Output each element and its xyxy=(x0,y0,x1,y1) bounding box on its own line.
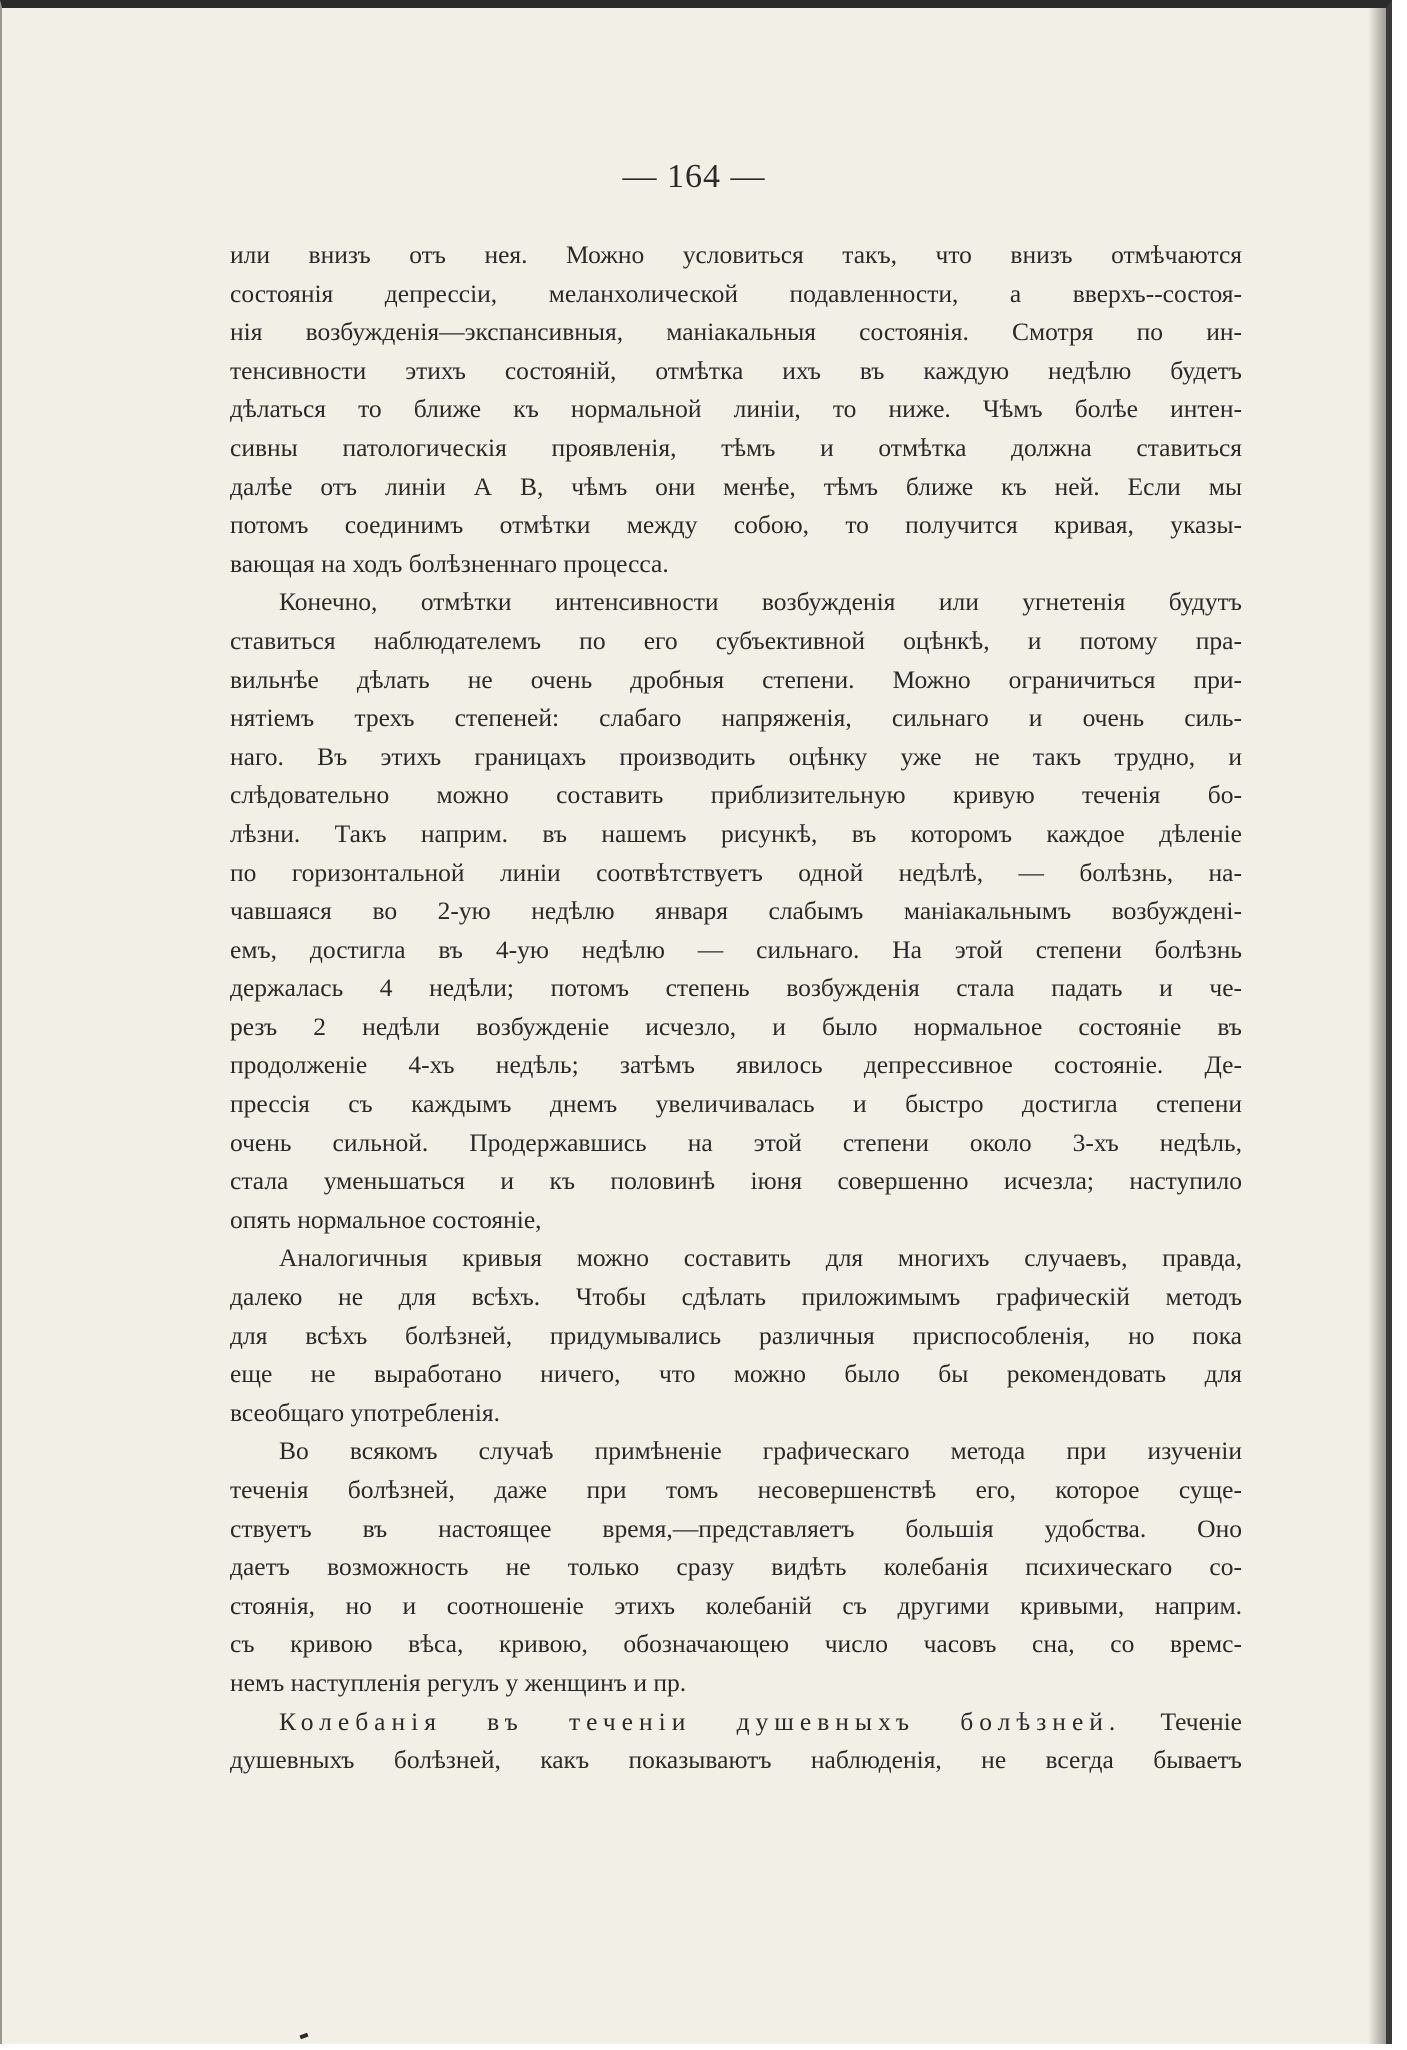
text-line: нія возбужденія—экспансивныя, маніакальныя состоянія. Смотря по ин- xyxy=(230,317,1242,347)
text-line: теченія болѣзней, даже при томъ несовершенствѣ его, которое суще- xyxy=(230,1475,1242,1504)
text-line: наго. Въ этихъ границахъ производить оцѣнку уже не такъ трудно, и xyxy=(230,741,1242,771)
text-line: всеобщаго употребленія. xyxy=(230,1397,501,1427)
text-line: резъ 2 недѣли возбужденіе исчезло, и было нормальное состояніе въ xyxy=(230,1011,1242,1041)
text-run: Теченіе xyxy=(1160,1706,1242,1736)
text-line: для всѣхъ болѣзней, придумывались различныя приспособленія, но пока xyxy=(230,1320,1242,1350)
text-line: Конечно, отмѣтки интенсивности возбужденія или угнетенія будутъ xyxy=(279,587,1242,617)
text-line: чавшаяся во 2-ую недѣлю января слабымъ маніакальнымъ возбужденi- xyxy=(230,896,1242,926)
text-line: далеко не для всѣхъ. Чтобы сдѣлать приложимымъ графическій методъ xyxy=(230,1282,1242,1312)
text-line: емъ, достигла въ 4-ую недѣлю — сильнаго. На этой степени болѣзнь xyxy=(230,934,1242,964)
section-start-line xyxy=(230,1703,1242,1742)
text-line: или внизъ отъ нея. Можно условиться такъ, что внизъ отмѣчаются xyxy=(230,240,1242,269)
page-edge-shadow xyxy=(1368,8,1386,2044)
text-line: нятіемъ трехъ степеней: слабаго напряженія, сильнаго и очень силь- xyxy=(230,703,1242,733)
text-line: далѣе отъ линіи А В, чѣмъ они менѣе, тѣмъ ближе къ ней. Если мы xyxy=(230,471,1242,501)
text-line: опять нормальное состояніе, xyxy=(230,1204,542,1234)
text-line: даетъ возможность не только сразу видѣть колебанія психическаго со- xyxy=(230,1552,1242,1582)
text-line: потомъ соединимъ отмѣтки между собою, то получится кривая, указы- xyxy=(230,510,1242,540)
text-line: стоянія, но и соотношеніе этихъ колебаній съ другими кривыми, наприм. xyxy=(230,1590,1242,1620)
page-number: — 164 — xyxy=(622,158,766,195)
text-line: ставиться наблюдателемъ по его субъективной оцѣнкѣ, и потому пра- xyxy=(230,625,1242,655)
text-line: по горизонтальной линіи соотвѣтствуетъ одной недѣлѣ, — болѣзнь, на- xyxy=(230,857,1242,887)
text-line: сивны патологическія проявленія, тѣмъ и отмѣтка должна ставиться xyxy=(230,432,1242,462)
text-line: Аналогичныя кривыя можно составить для многихъ случаевъ, правда, xyxy=(279,1243,1242,1273)
text-line: очень сильной. Продержавшись на этой степени около 3-хъ недѣль, xyxy=(230,1127,1242,1157)
text-line: прессія съ каждымъ днемъ увеличивалась и быстро достигла степени xyxy=(230,1089,1242,1119)
text-line: Во всякомъ случаѣ примѣненіе графическаго метода при изученіи xyxy=(279,1436,1242,1466)
text-line: держалась 4 недѣли; потомъ степень возбужденія стала падать и че- xyxy=(230,973,1242,1003)
text-line: лѣзни. Такъ наприм. въ нашемъ рисункѣ, въ которомъ каждое дѣленіе xyxy=(230,818,1242,848)
body-text xyxy=(230,236,1242,1780)
text-line: слѣдовательно можно составить приблизительную кривую теченія бо- xyxy=(230,780,1242,810)
text-line: дѣлаться то ближе къ нормальной линіи, то ниже. Чѣмъ болѣе интен- xyxy=(230,394,1242,424)
text-line: вающая на ходъ болѣзненнаго процесса. xyxy=(230,548,669,578)
text-line: стала уменьшаться и къ половинѣ іюня совершенно исчезла; наступило xyxy=(230,1166,1242,1196)
text-line: немъ наступленія регулъ у женщинъ и пр. xyxy=(230,1667,687,1697)
text-line: ствуетъ въ настоящее время,—представляетъ большія удобства. Оно xyxy=(230,1513,1242,1543)
text-line: душевныхъ болѣзней, какъ показываютъ наблюденія, не всегда бываетъ xyxy=(230,1745,1242,1775)
text-line: еще не выработано ничего, что можно было бы рекомендовать для xyxy=(230,1359,1242,1389)
text-line: продолженіе 4-хъ недѣль; затѣмъ явилось депрессивное состояніе. Де- xyxy=(230,1050,1242,1080)
ink-mark xyxy=(300,2033,309,2039)
text-line: состоянія депрессіи, меланхолической подавленности, а вверхъ--состоя- xyxy=(230,278,1242,308)
text-line: тенсивности этихъ состояній, отмѣтка ихъ въ каждую недѣлю будетъ xyxy=(230,355,1242,385)
spaced-heading: Колебанія въ теченіи душевныхъ болѣзней. xyxy=(279,1706,1122,1736)
text-line: съ кривою вѣса, кривою, обозначающею число часовъ сна, со времс- xyxy=(230,1629,1242,1659)
text-line: вильнѣе дѣлать не очень дробныя степени. Можно ограничиться при- xyxy=(230,664,1242,694)
